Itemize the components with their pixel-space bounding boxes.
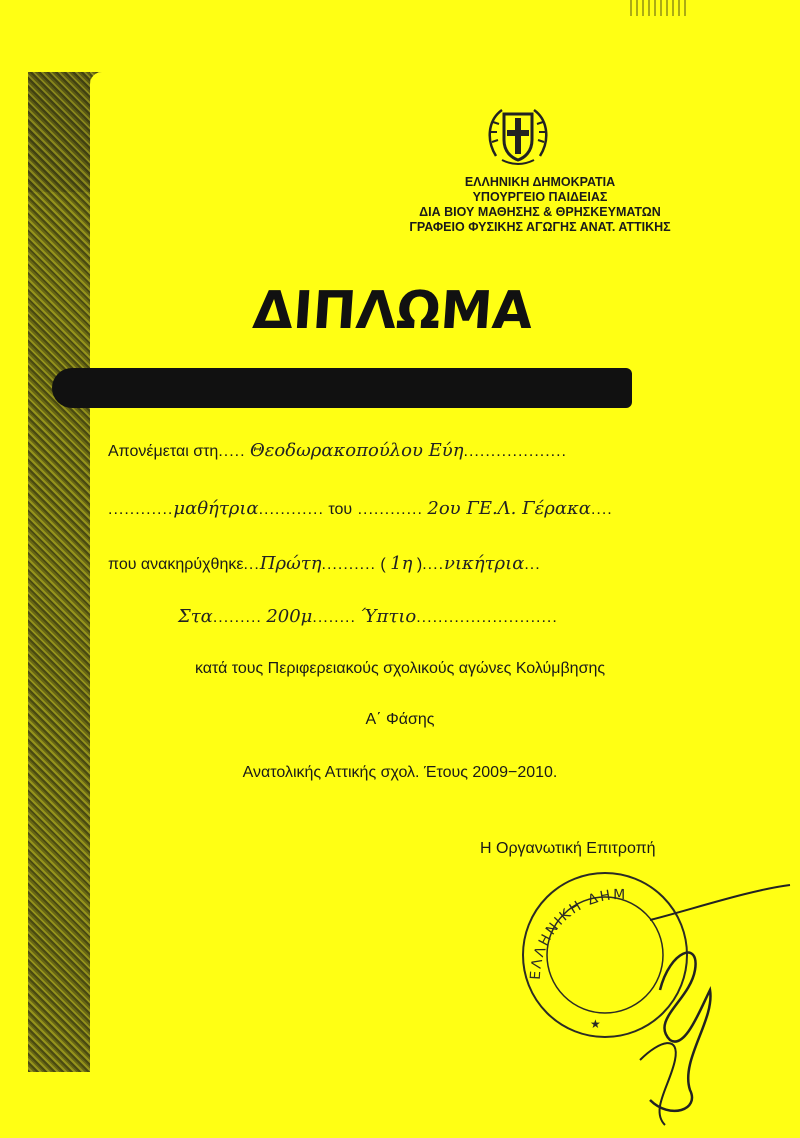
redaction-bar [52,368,632,408]
winner-word: νικήτρια [444,553,525,574]
issuer-header [380,175,700,235]
student-label: μαθήτρια [173,498,259,519]
awarded-label: Απονέμεται στη [108,443,219,460]
place-number: 1η [390,553,413,574]
svg-text:★: ★ [590,1017,601,1031]
of-label: του [328,501,353,518]
header-line: ΥΠΟΥΡΓΕΙΟ ΠΑΙΔΕΙΑΣ [472,190,608,204]
phase-line: Α΄ Φάσης [365,711,435,728]
awarded-name: Θεοδωρακοπούλου Εύη [250,440,464,461]
event-distance: 200μ [266,606,313,627]
greek-coat-of-arms-icon [482,100,554,172]
decorative-border-left [28,72,90,1072]
header-line: ΔΙΑ ΒΙΟΥ ΜΑΘΗΣΗΣ & ΘΡΗΣΚΕΥΜΑΤΩΝ [419,205,661,219]
student-line: ............μαθήτρια............ του ............ 2ου ΓΕ.Λ. Γέρακα.... [108,498,613,519]
awarded-line: Απονέμεται στη..... Θεοδωρακοπούλου Εύη................... [108,440,567,461]
declared-line: που ανακηρύχθηκε...Πρώτη.......... ( 1η )....νικήτρια... [108,553,541,574]
organizing-committee: Η Οργανωτική Επιτροπή [480,840,656,857]
place-word: Πρώτη [259,553,322,574]
declared-label: που ανακηρύχθηκε [108,556,244,573]
official-stamp-and-signature [500,860,800,1138]
school-name: 2ου ΓΕ.Λ. Γέρακα [427,498,591,519]
event-style: Ύπτιο [360,606,417,627]
diploma-title [251,280,535,341]
header-line: ΕΛΛΗΝΙΚΗ ΔΗΜΟΚΡΑΤΙΑ [464,175,616,189]
decorative-border-cut [90,72,150,192]
competition-line: κατά τους Περιφερειακούς σχολικούς αγώνες Κολύμβησης [194,660,606,677]
scan-speckle [630,0,690,16]
event-line: Στα......... 200μ........ Ύπτιο.......................... [178,606,558,627]
in-label: Στα [178,606,213,627]
stamp-arc-text: ΕΛΛΗΝΙΚΗ ΔΗΜ [527,887,628,981]
region-year-line: Ανατολικής Αττικής σχολ. Έτους 2009−2010. [242,764,558,781]
title-text: ΔΙΠΛΩΜΑ [251,281,535,341]
header-line: ΓΡΑΦΕΙΟ ΦΥΣΙΚΗΣ ΑΓΩΓΗΣ ΑΝΑΤ. ΑΤΤΙΚΗΣ [409,220,671,234]
